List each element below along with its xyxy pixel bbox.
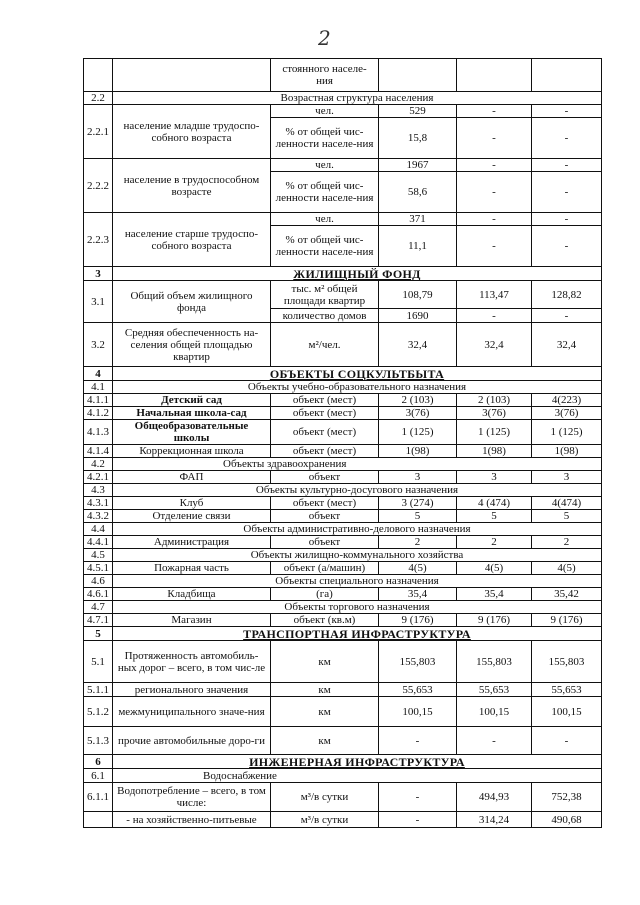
unit-cell: км <box>271 683 379 697</box>
value-cell: 3(76) <box>532 407 602 420</box>
subsection-title: Объекты торгового назначения <box>113 601 602 614</box>
value-cell: 5 <box>532 510 602 523</box>
value-cell: 2 (103) <box>457 394 532 407</box>
row-number: 4.1.3 <box>84 420 113 445</box>
value-cell: 3(76) <box>379 407 457 420</box>
table-row <box>84 497 602 510</box>
row-number: 4.7.1 <box>84 614 113 627</box>
row-number: 2.2.3 <box>84 213 113 267</box>
row-number: 4.1.2 <box>84 407 113 420</box>
unit-cell: объект (мест) <box>271 445 379 458</box>
section-row <box>84 755 602 769</box>
value-cell: 35,4 <box>379 588 457 601</box>
row-number: 3.1 <box>84 281 113 323</box>
value-cell: - <box>457 105 532 118</box>
row-number: 4.2 <box>84 458 113 471</box>
indicators-table <box>83 58 602 828</box>
row-number: 4.5 <box>84 549 113 562</box>
table-row <box>84 510 602 523</box>
value-cell: 4(5) <box>457 562 532 575</box>
value-cell: - <box>457 727 532 755</box>
row-number: 4.5.1 <box>84 562 113 575</box>
value-cell: 3 <box>379 471 457 484</box>
indicator-name: Администрация <box>113 536 271 549</box>
table-row <box>84 394 602 407</box>
row-number: 4.3 <box>84 484 113 497</box>
table-row <box>84 614 602 627</box>
indicator-name: Коррекционная школа <box>113 445 271 458</box>
value-cell: 32,4 <box>379 323 457 367</box>
indicator-name: Общеобразовательные школы <box>113 420 271 445</box>
unit-cell: м²/чел. <box>271 323 379 367</box>
table-row <box>84 562 602 575</box>
value-cell: 2 (103) <box>379 394 457 407</box>
value-cell: 490,68 <box>532 812 602 828</box>
row-number: 4.6 <box>84 575 113 588</box>
value-cell: 100,15 <box>457 697 532 727</box>
section-number: 6 <box>84 755 113 769</box>
subsection-title: Объекты культурно-досугового назначения <box>113 484 602 497</box>
table-row <box>84 588 602 601</box>
value-cell: 1690 <box>379 309 457 323</box>
table-row <box>84 471 602 484</box>
unit-cell: км <box>271 727 379 755</box>
value-cell: 1 (125) <box>532 420 602 445</box>
value-cell: 9 (176) <box>379 614 457 627</box>
subsection-row <box>84 549 602 562</box>
section-row <box>84 627 602 641</box>
value-cell: - <box>457 118 532 159</box>
value-cell: - <box>532 213 602 226</box>
row-number: 3.2 <box>84 323 113 367</box>
subsection-row <box>84 92 602 105</box>
section-number: 3 <box>84 267 113 281</box>
subsection-title: Объекты административно-делового назначения <box>113 523 602 536</box>
unit-cell: % от общей чис-ленности населе-ния <box>271 226 379 267</box>
unit-cell: чел. <box>271 159 379 172</box>
row-number: 4.4 <box>84 523 113 536</box>
value-cell: 5 <box>457 510 532 523</box>
table-row <box>84 783 602 812</box>
section-title: ИНЖЕНЕРНАЯ ИНФРАСТРУКТУРА <box>113 755 602 769</box>
value-cell: 32,4 <box>532 323 602 367</box>
subsection-row <box>84 601 602 614</box>
indicator-name: Клуб <box>113 497 271 510</box>
unit-cell: объект <box>271 471 379 484</box>
subsection-title: Объекты здравоохранения <box>113 458 602 471</box>
table-row <box>84 159 602 172</box>
value-cell: 9 (176) <box>457 614 532 627</box>
value-cell: 5 <box>379 510 457 523</box>
value-cell: - <box>457 172 532 213</box>
row-number: 4.4.1 <box>84 536 113 549</box>
unit-cell: чел. <box>271 213 379 226</box>
unit-cell: (га) <box>271 588 379 601</box>
unit-cell: объект (мест) <box>271 407 379 420</box>
row-number: 6.1.1 <box>84 783 113 812</box>
value-cell: 4(5) <box>532 562 602 575</box>
section-title: ТРАНСПОРТНАЯ ИНФРАСТРУКТУРА <box>113 627 602 641</box>
value-cell: - <box>532 159 602 172</box>
value-cell: 1(98) <box>457 445 532 458</box>
row-number: 2.2.2 <box>84 159 113 213</box>
value-cell: 35,42 <box>532 588 602 601</box>
section-number: 4 <box>84 367 113 381</box>
unit-cell: км <box>271 697 379 727</box>
subsection-row <box>84 575 602 588</box>
value-cell: 4(5) <box>379 562 457 575</box>
value-cell: 155,803 <box>457 641 532 683</box>
unit-cell: объект <box>271 510 379 523</box>
subsection-title: Объекты учебно-образовательного назначения <box>113 381 602 394</box>
unit-cell: чел. <box>271 105 379 118</box>
subsection-title: Объекты жилищно-коммунального хозяйства <box>113 549 602 562</box>
value-cell: 3 (274) <box>379 497 457 510</box>
unit-cell: тыс. м² общей площади квартир <box>271 281 379 309</box>
value-cell: 155,803 <box>379 641 457 683</box>
value-cell: 155,803 <box>532 641 602 683</box>
value-cell: 371 <box>379 213 457 226</box>
value-cell: 32,4 <box>457 323 532 367</box>
table-row <box>84 281 602 309</box>
value-cell: 113,47 <box>457 281 532 309</box>
value-cell: 2 <box>532 536 602 549</box>
value-cell: 4 (474) <box>457 497 532 510</box>
indicator-name: Магазин <box>113 614 271 627</box>
table-row <box>84 105 602 118</box>
section-title: ЖИЛИЩНЫЙ ФОНД <box>113 267 602 281</box>
unit-cell: км <box>271 641 379 683</box>
value-cell: 1 (125) <box>379 420 457 445</box>
row-number: 4.3.1 <box>84 497 113 510</box>
value-cell: - <box>532 105 602 118</box>
value-cell: 11,1 <box>379 226 457 267</box>
indicator-name: население старше трудоспо-собного возраста <box>113 213 271 267</box>
row-number: 5.1.3 <box>84 727 113 755</box>
value-cell: 108,79 <box>379 281 457 309</box>
value-cell: 529 <box>379 105 457 118</box>
indicator-name: Средняя обеспеченность на-селения общей площадью квартир <box>113 323 271 367</box>
section-title: ОБЪЕКТЫ СОЦКУЛЬТБЫТА <box>113 367 602 381</box>
table-row <box>84 641 602 683</box>
unit-cell: % от общей чис-ленности населе-ния <box>271 118 379 159</box>
unit-cell: объект (кв.м) <box>271 614 379 627</box>
value-cell: 35,4 <box>457 588 532 601</box>
indicator-name: Пожарная часть <box>113 562 271 575</box>
value-cell: 100,15 <box>379 697 457 727</box>
value-cell: 314,24 <box>457 812 532 828</box>
value-cell: 55,653 <box>532 683 602 697</box>
value-cell: - <box>457 226 532 267</box>
indicator-name: Начальная школа-сад <box>113 407 271 420</box>
page-number: 2 <box>318 26 331 50</box>
row-number: 4.1 <box>84 381 113 394</box>
row-number: 5.1.1 <box>84 683 113 697</box>
unit-cell: % от общей чис-ленности населе-ния <box>271 172 379 213</box>
indicator-name: - на хозяйственно-питьевые <box>113 812 271 828</box>
value-cell: - <box>457 213 532 226</box>
row-number: 4.7 <box>84 601 113 614</box>
value-cell: - <box>532 118 602 159</box>
value-cell: - <box>379 812 457 828</box>
value-cell: - <box>532 172 602 213</box>
row-number: 6.1 <box>84 769 113 783</box>
row-number: 4.6.1 <box>84 588 113 601</box>
table-row <box>84 213 602 226</box>
value-cell: 55,653 <box>379 683 457 697</box>
value-cell: 2 <box>379 536 457 549</box>
unit-cell: объект (мест) <box>271 394 379 407</box>
indicator-name: Водопотребление – всего, в том числе: <box>113 783 271 812</box>
value-cell: 3(76) <box>457 407 532 420</box>
indicator-name: население младше трудоспо-собного возраста <box>113 105 271 159</box>
table-row <box>84 683 602 697</box>
value-cell: 100,15 <box>532 697 602 727</box>
value-cell: 15,8 <box>379 118 457 159</box>
table-row <box>84 323 602 367</box>
row-number: 2.2.1 <box>84 105 113 159</box>
value-cell: 1 (125) <box>457 420 532 445</box>
subsection-row <box>84 523 602 536</box>
subsection-row <box>84 484 602 497</box>
value-cell: - <box>379 727 457 755</box>
value-cell: 3 <box>532 471 602 484</box>
indicator-name: Отделение связи <box>113 510 271 523</box>
unit-cell: объект <box>271 536 379 549</box>
row-number: 5.1 <box>84 641 113 683</box>
value-cell: 128,82 <box>532 281 602 309</box>
subsection-row <box>84 769 602 783</box>
row-number: 4.2.1 <box>84 471 113 484</box>
value-cell: - <box>379 783 457 812</box>
value-cell: 2 <box>457 536 532 549</box>
subsection-row <box>84 458 602 471</box>
unit-cell: объект (а/машин) <box>271 562 379 575</box>
indicator-name: население в трудоспособном возрасте <box>113 159 271 213</box>
subsection-row <box>84 381 602 394</box>
unit-cell: объект (мест) <box>271 420 379 445</box>
row-number: 4.3.2 <box>84 510 113 523</box>
value-cell: - <box>457 309 532 323</box>
unit-cell: объект (мест) <box>271 497 379 510</box>
indicator-name: межмуниципального значе-ния <box>113 697 271 727</box>
indicator-name: Кладбища <box>113 588 271 601</box>
row-number: 5.1.2 <box>84 697 113 727</box>
table-row <box>84 536 602 549</box>
unit-cell: количество домов <box>271 309 379 323</box>
row-number: 4.1.4 <box>84 445 113 458</box>
value-cell: - <box>532 309 602 323</box>
value-cell: 9 (176) <box>532 614 602 627</box>
value-cell: 4(223) <box>532 394 602 407</box>
value-cell: 494,93 <box>457 783 532 812</box>
subsection-title: Объекты специального назначения <box>113 575 602 588</box>
table-row <box>84 445 602 458</box>
value-cell: 4(474) <box>532 497 602 510</box>
table-row <box>84 697 602 727</box>
value-cell: 3 <box>457 471 532 484</box>
section-number: 5 <box>84 627 113 641</box>
row-number <box>84 812 113 828</box>
table-row <box>84 812 602 828</box>
value-cell: - <box>457 159 532 172</box>
value-cell: 55,653 <box>457 683 532 697</box>
indicator-name: ФАП <box>113 471 271 484</box>
row-number: 4.1.1 <box>84 394 113 407</box>
value-cell: - <box>532 226 602 267</box>
indicator-name: прочие автомобильные доро-ги <box>113 727 271 755</box>
table-row <box>84 420 602 445</box>
table-row <box>84 407 602 420</box>
table-row <box>84 727 602 755</box>
value-cell: 58,6 <box>379 172 457 213</box>
indicator-name: Детский сад <box>113 394 271 407</box>
unit-cell: м³/в сутки <box>271 812 379 828</box>
subsection-title: Возрастная структура населения <box>113 92 602 105</box>
section-row <box>84 267 602 281</box>
value-cell: - <box>532 727 602 755</box>
indicator-name: Общий объем жилищного фонда <box>113 281 271 323</box>
table-row <box>84 59 602 92</box>
value-cell: 1967 <box>379 159 457 172</box>
unit-cell: м³/в сутки <box>271 783 379 812</box>
value-cell: 1(98) <box>379 445 457 458</box>
indicator-name: регионального значения <box>113 683 271 697</box>
indicator-name: Протяженность автомобиль-ных дорог – всего, в том чис-ле <box>113 641 271 683</box>
row-number: 2.2 <box>84 92 113 105</box>
subsection-title: Водоснабжение <box>113 769 602 783</box>
unit-cell: стоянного населе-ния <box>271 59 379 92</box>
section-row <box>84 367 602 381</box>
value-cell: 1(98) <box>532 445 602 458</box>
value-cell: 752,38 <box>532 783 602 812</box>
